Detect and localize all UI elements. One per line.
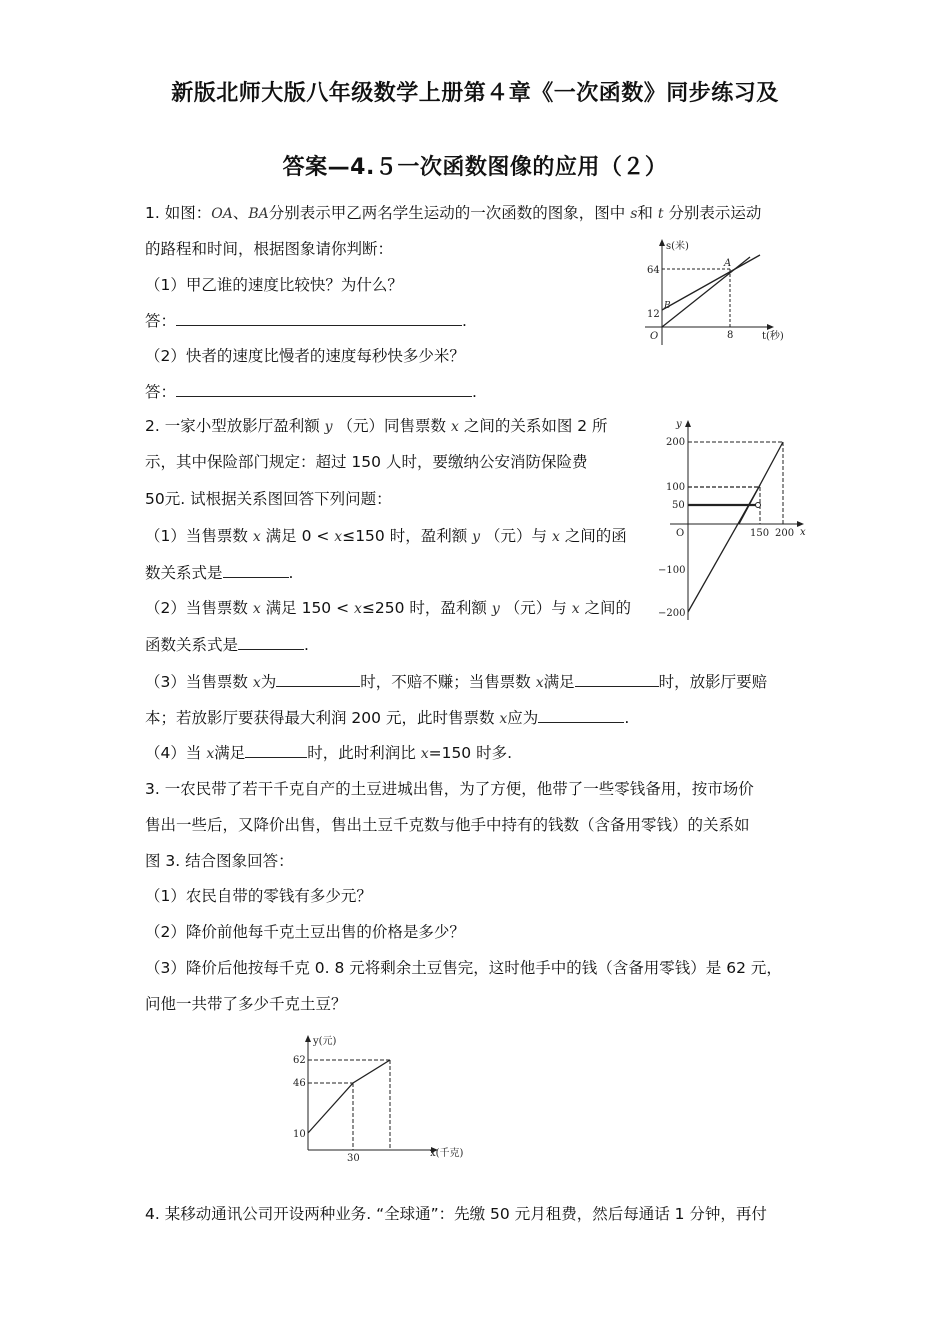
fig3-tick-62: 62	[293, 1055, 306, 1066]
q2-text: （元）与	[485, 527, 548, 545]
q2-text: 之间的函	[564, 527, 627, 545]
fig3-tick-10: 10	[293, 1129, 306, 1140]
fig1-y-arrow	[659, 239, 665, 246]
q2-text: （元）同售票数	[337, 417, 447, 435]
var-y: y	[491, 601, 500, 617]
fig3-line	[308, 1060, 390, 1133]
var-y: y	[324, 419, 333, 435]
page-title-line1: 新版北师大版八年级数学上册第４章《一次函数》同步练习及	[171, 81, 779, 106]
fig2-tick-200x: 200	[775, 528, 795, 539]
answer-label: 答：	[145, 312, 177, 330]
figure-2-graph	[650, 415, 820, 625]
var-x: x	[206, 746, 215, 762]
var-x: x	[334, 529, 343, 545]
var-x: x	[252, 675, 261, 691]
fig1-y-label: s(米)	[666, 241, 689, 252]
fig1-tick-64: 64	[647, 265, 660, 276]
answer-blank-q2-3b[interactable]	[575, 672, 659, 687]
var-x: x	[450, 419, 459, 435]
q2-sub1-cont	[145, 563, 293, 583]
q3-line3: 图 3. 结合图象回答：	[145, 852, 294, 870]
q2-text: 为	[260, 673, 277, 691]
q3-line1: 3. 一农民带了若干千克自产的土豆进城出售，为了方便，他带了一些零钱备用，按市场价	[145, 780, 754, 798]
q2-text: 函数关系式是	[145, 636, 239, 654]
q1-text: 1. 如图：	[145, 204, 212, 222]
q2-text: ≤150 时，盈利额	[342, 527, 468, 545]
q2-text: 时，不赔不赚；当售票数	[360, 673, 531, 691]
var-x: x	[354, 601, 362, 617]
var-x: x	[535, 675, 544, 691]
var-x: x	[252, 529, 261, 545]
fig2-tick-50: 50	[672, 500, 685, 511]
q2-sub3-cont	[145, 708, 629, 729]
answer-blank-1[interactable]	[176, 311, 462, 326]
q2-text: =150 时多.	[428, 744, 513, 762]
q1-line1	[145, 203, 761, 224]
q2-text: 时，放影厅要赔	[658, 673, 768, 691]
q1-sub2: （2）快者的速度比慢者的速度每秒快多少米？	[145, 347, 465, 365]
q3-sub1: （1）农民自带的零钱有多少元？	[145, 887, 372, 905]
fig2-tick-neg100: −100	[658, 565, 686, 576]
q2-text: 数关系式是	[145, 564, 223, 582]
var-y: y	[472, 529, 481, 545]
q1-text: 分别表示甲乙两名学生运动的一次函数的图象，图中	[268, 204, 626, 222]
period: .	[624, 709, 630, 727]
fig1-origin: O	[650, 331, 659, 342]
fig1-tick-12: 12	[647, 309, 660, 320]
q1-text: 和	[637, 204, 653, 222]
period: .	[288, 564, 294, 582]
q1-line2: 的路程和时间，根据图象请你判断：	[145, 240, 394, 258]
q3-sub3: （3）降价后他按每千克 0. 8 元将剩余土豆售完，这时他手中的钱（含备用零钱）是 62 元，	[145, 959, 782, 977]
q2-text: （2）当售票数	[145, 599, 248, 617]
q2-text: 满足	[543, 673, 575, 691]
fig3-x-label: x(千克)	[430, 1148, 464, 1159]
q2-sub3	[145, 672, 767, 693]
var-x: x	[551, 529, 560, 545]
fig3-tick-46: 46	[293, 1078, 306, 1089]
fig2-y-label: y	[676, 419, 682, 430]
q1-text: 分别表示运动	[668, 204, 762, 222]
fig1-point-b: B	[664, 301, 671, 311]
q2-text: 之间的	[584, 599, 632, 617]
q2-text: 之间的关系如图 2 所	[463, 417, 608, 435]
var-x: x	[252, 601, 261, 617]
q2-text: 满足 150 <	[265, 599, 350, 617]
fig2-line-second	[739, 442, 783, 524]
q1-text: 、	[232, 204, 249, 222]
var-x: x	[499, 711, 508, 727]
fig2-tick-150: 150	[750, 528, 770, 539]
answer-blank-q2-2[interactable]	[238, 635, 304, 650]
answer-blank-2[interactable]	[176, 382, 472, 397]
q2-sub1	[145, 526, 627, 547]
answer-blank-q2-1[interactable]	[223, 563, 289, 578]
fig1-point-a: A	[724, 258, 732, 269]
figure-3-graph	[285, 1030, 485, 1165]
fig3-y-arrow	[305, 1035, 311, 1042]
q2-text: （4）当	[145, 744, 202, 762]
q1-s: s	[630, 206, 638, 222]
q2-text: 应为	[507, 709, 539, 727]
var-x: x	[420, 746, 429, 762]
q1-sub1: （1）甲乙谁的速度比较快？为什么？	[145, 276, 403, 294]
var-x: x	[571, 601, 580, 617]
q2-text: 满足 0 <	[265, 527, 330, 545]
fig1-x-arrow	[767, 324, 774, 330]
q2-text: 满足	[214, 744, 246, 762]
q2-text: （元）与	[504, 599, 567, 617]
q3-line2: 售出一些后，又降价出售，售出土豆千克数与他手中持有的钱数（含备用零钱）的关系如	[145, 816, 750, 834]
answer-blank-q2-3c[interactable]	[538, 708, 624, 723]
q2-text: （1）当售票数	[145, 527, 248, 545]
fig2-tick-neg200: −200	[658, 608, 686, 619]
answer-blank-q2-4[interactable]	[245, 743, 307, 758]
q1-oa: OA	[211, 206, 233, 222]
period: .	[462, 312, 467, 330]
fig3-y-label: y(元)	[313, 1036, 337, 1047]
fig2-open-point	[756, 503, 761, 508]
fig1-tick-8: 8	[727, 330, 734, 341]
fig3-tick-30: 30	[347, 1153, 360, 1164]
q2-line2: 示，其中保险部门规定：超过 150 人时，要缴纳公安消防保险费	[145, 453, 588, 471]
fig2-x-label: x	[800, 527, 806, 538]
q1-answer1	[145, 311, 467, 331]
q2-text: ≤250 时，盈利额	[361, 599, 487, 617]
fig2-y-arrow	[685, 420, 691, 427]
q2-line1	[145, 416, 608, 437]
q2-text: （3）当售票数	[145, 673, 248, 691]
q3-sub2: （2）降价前他每千克土豆出售的价格是多少？	[145, 923, 465, 941]
q2-text: 本；若放影厅要获得最大利润 200 元，此时售票数	[145, 709, 495, 727]
period: .	[472, 383, 477, 401]
q1-answer2	[145, 382, 477, 402]
q3-sub3-cont: 问他一共带了多少千克土豆？	[145, 995, 347, 1013]
q2-sub4	[145, 743, 512, 764]
fig2-origin: O	[676, 528, 685, 539]
fig1-line-ba	[662, 255, 760, 310]
q2-text: 2. 一家小型放影厅盈利额	[145, 417, 320, 435]
figure-1-graph	[620, 235, 800, 360]
q2-line3: 50元. 试根据关系图回答下列问题：	[145, 490, 392, 508]
q4-line1: 4. 某移动通讯公司开设两种业务. “全球通”：先缴 50 元月租费，然后每通话 1 分钟，再付	[145, 1205, 767, 1223]
page-title-line2: 答案—4.５一次函数图像的应用（２）	[282, 155, 668, 180]
q2-sub2-cont	[145, 635, 309, 655]
fig2-tick-100: 100	[666, 482, 686, 493]
period: .	[304, 636, 309, 654]
q2-text: 时，此时利润比	[307, 744, 416, 762]
fig2-tick-200: 200	[666, 437, 686, 448]
q2-sub2	[145, 598, 631, 619]
fig1-x-label: t(秒)	[762, 331, 784, 342]
q1-ba: BA	[248, 206, 269, 222]
q1-t: t	[657, 206, 664, 222]
answer-blank-q2-3a[interactable]	[276, 672, 360, 687]
answer-label: 答：	[145, 383, 177, 401]
